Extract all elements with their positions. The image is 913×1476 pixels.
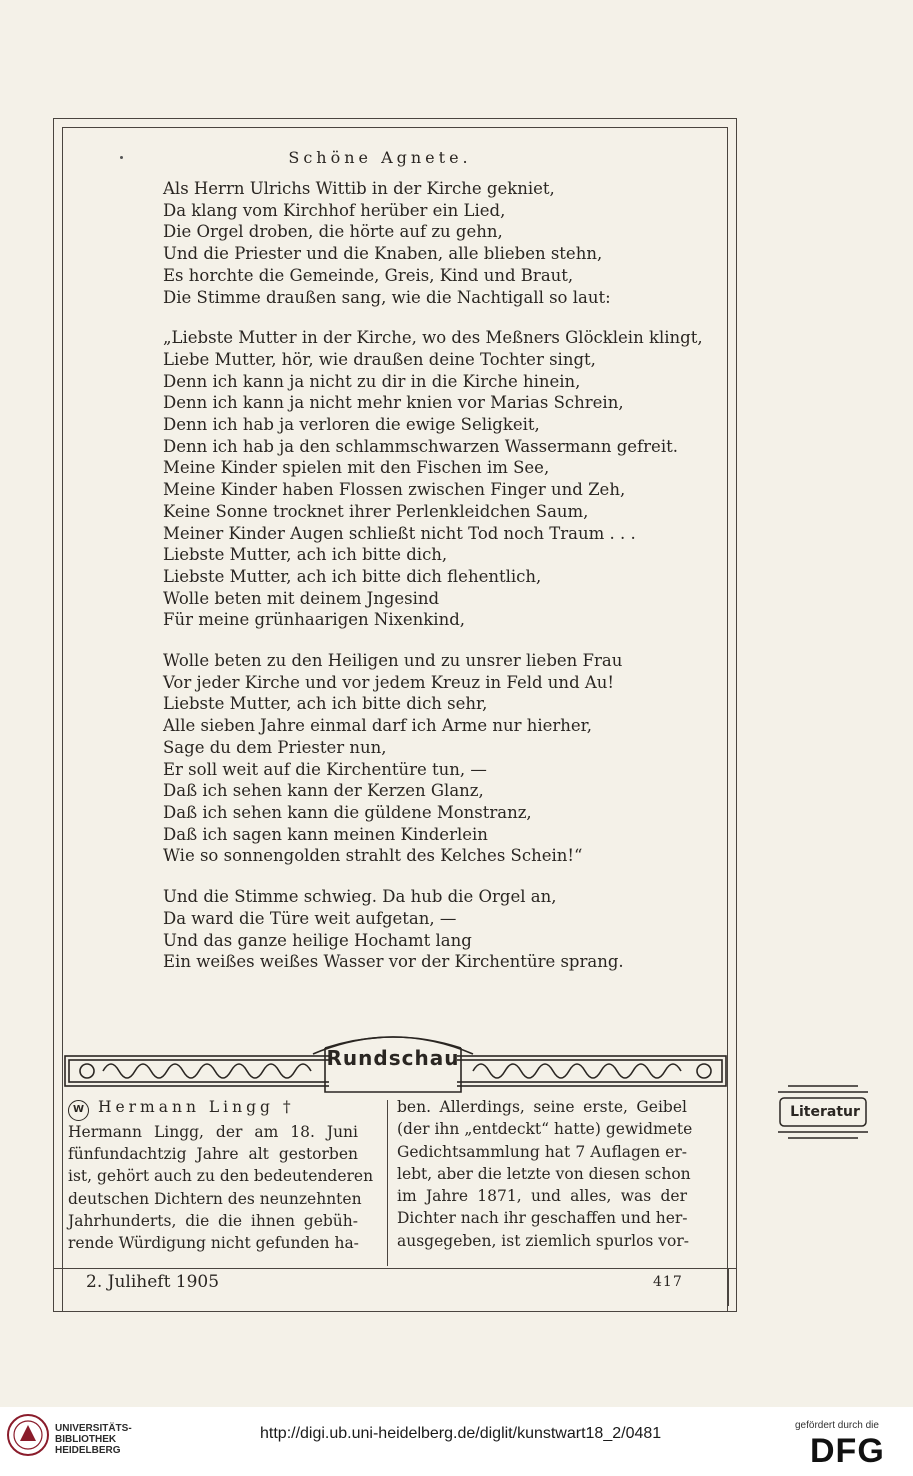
poem-line: „Liebste Mutter in der Kirche, wo des Meßners Glöcklein klingt, (163, 328, 703, 348)
article-column-right (397, 1096, 693, 1252)
poem-line: Vor jeder Kirche und vor jedem Kreuz in Feld und Au! (163, 672, 615, 692)
literatur-tab-label: Literatur (790, 1104, 860, 1120)
article-line: Hermann Lingg, der am 18. Juni (68, 1122, 358, 1141)
dfg-logo: DFG (810, 1432, 885, 1470)
poem-line: Ein weißes weißes Wasser vor der Kirchentüre sprang. (163, 952, 624, 972)
poem-line: Denn ich hab ja verloren die ewige Seligkeit, (163, 415, 540, 435)
issue-label: 2. Juliheft 1905 (86, 1272, 220, 1292)
university-seal-icon (6, 1413, 50, 1457)
poem-line: Die Orgel droben, die hörte auf zu gehn, (163, 222, 503, 242)
funded-by-label: gefördert durch die (795, 1420, 879, 1431)
article-line: ben. Allerdings, seine erste, Geibel (397, 1098, 687, 1116)
article-column-left (68, 1096, 374, 1254)
column-divider (387, 1100, 388, 1266)
institution-line: BIBLIOTHEK (55, 1434, 117, 1445)
article-line: deutschen Dichtern des neunzehnten (68, 1189, 362, 1208)
poem-line: Wolle beten mit deinem Jngesind (163, 588, 440, 608)
footer-rule (53, 1268, 737, 1269)
article-heading-text: Hermann Lingg † (97, 1098, 295, 1116)
poem-line: Als Herrn Ulrichs Wittib in der Kirche gekniet, (163, 179, 555, 198)
kunstwart-logo-icon: W (68, 1100, 89, 1121)
article-line: im Jahre 1871, und alles, was der (397, 1187, 687, 1206)
stanza-gap (163, 308, 703, 327)
poem-line: Da ward die Türe weit aufgetan, — (163, 908, 457, 928)
article-line: Gedichtsammlung hat 7 Auflagen er- (397, 1142, 687, 1161)
poem-line: Daß ich sehen kann die güldene Monstranz, (163, 802, 532, 822)
poem-line: Es horchte die Gemeinde, Greis, Kind und Braut, (163, 265, 574, 285)
poem-line: Meine Kinder haben Flossen zwischen Finger und Zeh, (163, 480, 626, 500)
poem-line: Meiner Kinder Augen schließt nicht Tod noch Traum . . . (163, 523, 636, 543)
article-line: Jahrhunderts, die die ihnen gebüh- (68, 1211, 358, 1230)
footer-rule-right (728, 1268, 729, 1306)
poem-line: Da klang vom Kirchhof herüber ein Lied, (163, 200, 506, 220)
poem-line: Liebste Mutter, ach ich bitte dich flehentlich, (163, 566, 542, 586)
stanza-gap (163, 631, 703, 650)
institution-name (55, 1423, 132, 1456)
poem-line: Alle sieben Jahre einmal darf ich Arme nur hierher, (163, 716, 592, 736)
footer-rule-left (62, 1268, 63, 1306)
poem-line: Liebe Mutter, hör, wie draußen deine Tochter singt, (163, 349, 596, 369)
source-url-link[interactable]: http://digi.ub.uni-heidelberg.de/diglit/kunstwart18_2/0481 (260, 1425, 662, 1442)
poem-line: Für meine grünhaarigen Nixenkind, (163, 610, 466, 630)
poem-line: Daß ich sehen kann der Kerzen Glanz, (163, 781, 484, 801)
poem-body (163, 178, 703, 973)
poem-line: Liebste Mutter, ach ich bitte dich, (163, 545, 448, 565)
poem-line: Wie so sonnengolden strahlt des Kelches Schein!“ (163, 846, 583, 866)
poem-line: Liebste Mutter, ach ich bitte dich sehr, (163, 694, 488, 714)
article-line: (der ihn „entdeckt“ hatte) gewidmete (397, 1120, 693, 1139)
poem-line: Und die Priester und die Knaben, alle blieben stehn, (163, 244, 603, 264)
poem-line: Und das ganze heilige Hochamt lang (163, 930, 472, 950)
stanza-gap (163, 867, 703, 886)
poem-line: Meine Kinder spielen mit den Fischen im See, (163, 458, 550, 478)
article-heading (68, 1096, 358, 1121)
poem-line: Denn ich hab ja den schlammschwarzen Wassermann gefreit. (163, 436, 678, 456)
institution-line: HEIDELBERG (55, 1445, 121, 1456)
article-line: ausgegeben, ist ziemlich spurlos vor- (397, 1231, 690, 1250)
poem-line: Keine Sonne trocknet ihrer Perlenkleidchen Saum, (163, 501, 589, 521)
poem-line: Und die Stimme schwieg. Da hub die Orgel an, (163, 887, 557, 907)
poem-line: Er soll weit auf die Kirchentüre tun, — (163, 759, 487, 779)
rundschau-title: Rundschau (326, 1046, 460, 1070)
poem-line: Denn ich kann ja nicht zu dir in die Kirche hinein, (163, 371, 581, 391)
poem-line: Die Stimme draußen sang, wie die Nachtigall so laut: (163, 287, 611, 307)
page-number: 417 (653, 1274, 683, 1290)
poem-title: Schöne Agnete. (288, 148, 472, 167)
article-line: lebt, aber die letzte von diesen schon (397, 1164, 691, 1183)
poem-line: Sage du dem Priester nun, (163, 737, 387, 757)
article-line: fünfundachtzig Jahre alt gestorben (68, 1144, 358, 1163)
poem-line: Denn ich kann ja nicht mehr knien vor Marias Schrein, (163, 393, 624, 413)
poem-line: Wolle beten zu den Heiligen und zu unsrer lieben Frau (163, 651, 623, 671)
article-line: rende Würdigung nicht gefunden ha- (68, 1234, 359, 1253)
article-line: Dichter nach ihr geschaffen und her- (397, 1209, 688, 1228)
article-line: ist, gehört auch zu den bedeutenderen (68, 1167, 374, 1186)
institution-line: UNIVERSITÄTS- (55, 1423, 132, 1434)
poem-line: Daß ich sagen kann meinen Kinderlein (163, 824, 488, 844)
